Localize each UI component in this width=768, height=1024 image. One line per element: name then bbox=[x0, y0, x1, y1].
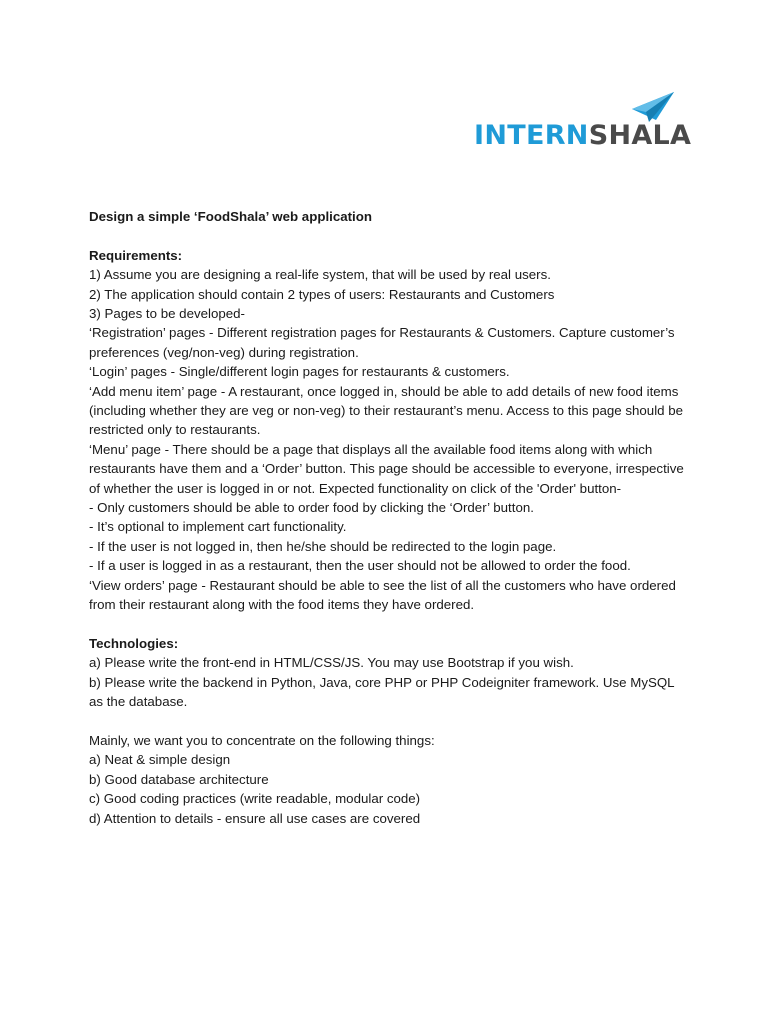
logo-wordmark bbox=[474, 120, 691, 152]
technology-item: b) Please write the backend in Python, Java, core PHP or PHP Codeigniter framework. Use MySQL as the database. bbox=[89, 674, 675, 710]
focus-item: b) Good database architecture bbox=[89, 771, 269, 787]
focus-item: c) Good coding practices (write readable, modular code) bbox=[89, 791, 421, 807]
requirement-item: - If the user is not logged in, then he/she should be redirected to the login page. bbox=[89, 538, 557, 554]
technologies-heading: Technologies: bbox=[89, 635, 179, 651]
requirement-item: ‘View orders’ page - Restaurant should be able to see the list of all the customers who have ordered from their restaurant along with the food items they have ordered. bbox=[89, 577, 676, 613]
spacer bbox=[89, 615, 689, 634]
focus-intro: Mainly, we want you to concentrate on the following things: bbox=[89, 732, 435, 748]
spacer bbox=[89, 226, 689, 245]
requirement-item: ‘Menu’ page - There should be a page that displays all the available food items along with which restaurants have them and a ‘Order’ button. This page should be accessible to everyone, irrespective of whether the user is logged in or not. Expected functionality on click of the 'Order' button- bbox=[89, 441, 684, 496]
spacer bbox=[89, 712, 689, 731]
internshala-logo bbox=[474, 92, 692, 154]
requirement-item: 3) Pages to be developed- bbox=[89, 306, 245, 322]
technology-item: a) Please write the front-end in HTML/CSS/JS. You may use Bootstrap if you wish. bbox=[89, 655, 574, 671]
logo-text-intern: INTERN bbox=[474, 120, 589, 151]
requirement-item: 2) The application should contain 2 types of users: Restaurants and Customers bbox=[89, 286, 555, 302]
requirement-item: 1) Assume you are designing a real-life system, that will be used by real users. bbox=[89, 267, 551, 283]
logo-text-shala: SHALA bbox=[588, 120, 692, 151]
requirement-item: ‘Add menu item’ page - A restaurant, once logged in, should be able to add details of new food items (including whether they are veg or non-veg) to their restaurant’s menu. Access to this page should be restricted only to restaurants. bbox=[89, 383, 684, 438]
requirement-item: - It’s optional to implement cart functionality. bbox=[89, 519, 347, 535]
focus-item: d) Attention to details - ensure all use cases are covered bbox=[89, 810, 421, 826]
requirement-item: ‘Login’ pages - Single/different login pages for restaurants & customers. bbox=[89, 364, 510, 380]
requirement-item: - If a user is logged in as a restaurant, then the user should not be allowed to order the food. bbox=[89, 558, 631, 574]
assignment-document bbox=[89, 207, 689, 828]
requirement-item: - Only customers should be able to order food by clicking the ‘Order’ button. bbox=[89, 500, 534, 516]
requirements-heading: Requirements: bbox=[89, 247, 183, 263]
document-title: Design a simple ‘FoodShala’ web application bbox=[89, 209, 372, 224]
requirement-item: ‘Registration’ pages - Different registration pages for Restaurants & Customers. Capture customer’s preferences (veg/non-veg) during registration. bbox=[89, 325, 675, 360]
focus-item: a) Neat & simple design bbox=[89, 752, 231, 768]
